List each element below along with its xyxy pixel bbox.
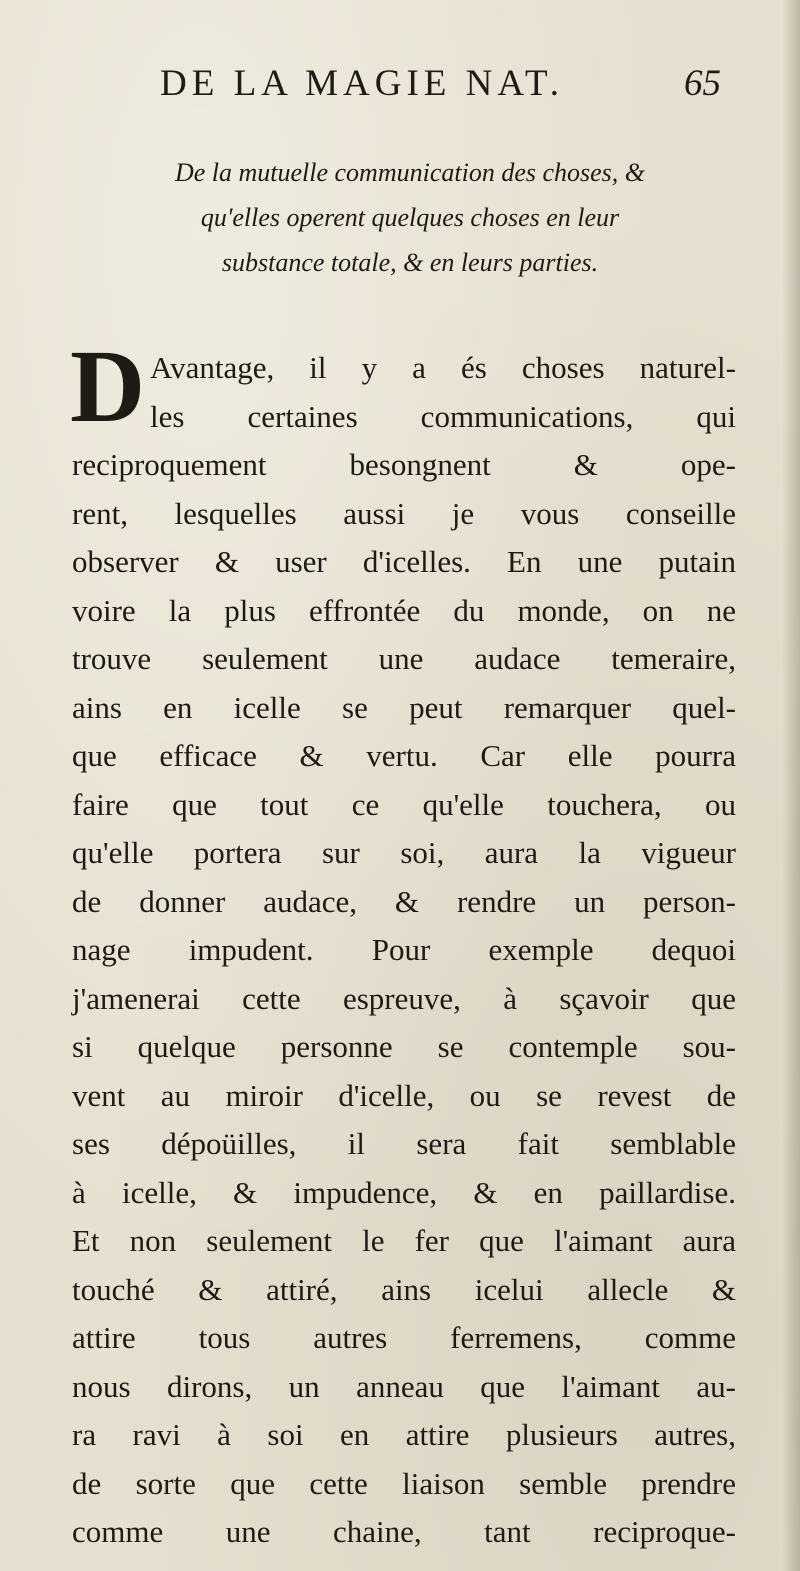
text-line: que efficace & vertu. Car elle pourra — [72, 738, 736, 773]
text-line: nage impudent. Pour exemple dequoi — [72, 932, 736, 967]
text-line: voire la plus effrontée du monde, on ne — [72, 592, 736, 628]
body-text — [72, 344, 736, 1557]
text-line: ses dépoüilles, il sera fait semblable — [72, 1126, 736, 1161]
drop-cap: D — [70, 329, 146, 444]
running-head: DE LA MAGIE NAT. — [160, 63, 565, 104]
page-number: 65 — [684, 63, 721, 104]
text-line: faire que tout ce qu'elle touchera, ou — [72, 786, 736, 822]
heading-line: substance totale, & en leurs parties. — [221, 248, 599, 277]
text-line: qu'elle portera sur soi, aura la vigueur — [72, 835, 736, 870]
heading-line: De la mutuelle communication des choses, & — [174, 158, 646, 187]
text-line: reciproquement besongnent & ope- — [72, 447, 736, 482]
text-line: attire tous autres ferremens, comme — [72, 1320, 736, 1355]
text-line: ra ravi à soi en attire plusieurs autres, — [72, 1417, 736, 1452]
text-line: Avantage, il y a és choses naturel- — [150, 350, 736, 385]
heading-line: qu'elles operent quelques choses en leur — [200, 203, 620, 232]
text-line: ains en icelle se peut remarquer quel- — [72, 689, 736, 725]
text-line: rent, lesquelles aussi je vous conseille — [72, 495, 736, 531]
section-heading — [80, 150, 740, 285]
text-line: j'amenerai cette espreuve, à sçavoir que — [72, 980, 736, 1016]
text-line: vent au miroir d'icelle, ou se revest de — [72, 1077, 736, 1113]
text-line: comme une chaine, tant reciproque- — [72, 1514, 736, 1549]
text-line: si quelque personne se contemple sou- — [72, 1029, 736, 1064]
text-line: nous dirons, un anneau que l'aimant au- — [72, 1368, 736, 1404]
text-line: touché & attiré, ains icelui allecle & — [72, 1271, 736, 1307]
text-line: les certaines communications, qui — [150, 398, 736, 434]
text-line: de sorte que cette liaison semble prendre — [72, 1465, 736, 1501]
text-line: observer & user d'icelles. En une putain — [72, 544, 736, 579]
text-line: Et non seulement le fer que l'aimant aura — [72, 1223, 736, 1258]
text-line: trouve seulement une audace temeraire, — [72, 641, 736, 676]
text-line: de donner audace, & rendre un person- — [72, 883, 736, 919]
text-line: à icelle, & impudence, & en paillardise. — [72, 1174, 736, 1210]
